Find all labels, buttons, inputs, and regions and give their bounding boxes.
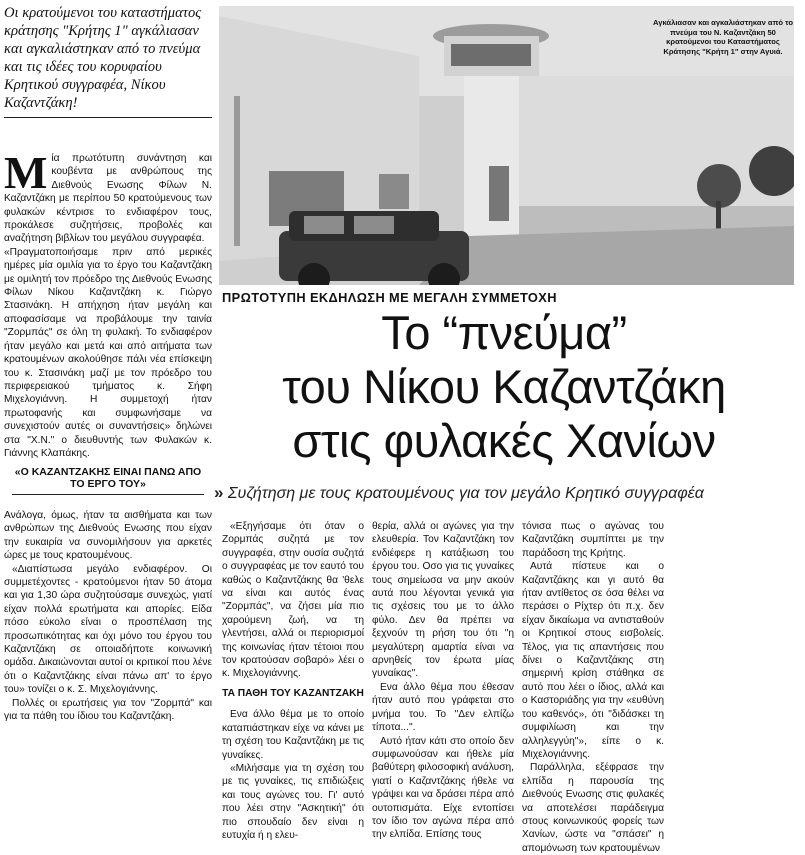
col3-paragraph-2: Ενα άλλο θέμα που έθεσαν ήταν αυτό που γράφεται στο μνήμα του. Το "Δεν ελπίζω τίποτα...".: [372, 681, 514, 734]
headline-line-1: Το “πνεύμα”: [381, 306, 627, 359]
photo-caption: Αγκάλιασαν και αγκαλιάστηκαν από το πνεύμα του Ν. Καζαντζάκη 50 κρατούμενοι του Καταστήματος Κράτησης "Κρήτη 1" στην Αγυιά.: [653, 18, 793, 56]
subtitle-text: Συζήτηση με τους κρατουμένους για τον μεγάλο Κρητικό συγγραφέα: [227, 485, 704, 502]
column-4: [522, 520, 664, 855]
left-paragraph-5: Πολλές οι ερωτήσεις για τον "Ζορμπά" και για τα πάθη του ίδιου του Καζαντζάκη.: [4, 697, 212, 723]
subtitle: [214, 483, 704, 503]
column-3: [372, 520, 514, 842]
left-paragraph-4: «Διαπίστωσα μεγάλο ενδιαφέρον. Οι συμμετέχοντες - κρατούμενοι ήταν 50 άτομα και για 1,30 ώρα συζητούσαμε συνεχώς, γιατί είχαν πολλά ερωτήματα και απορίες. Είδα πόσο εύκολο είναι ο προσπέλαση της προσωπικότητας και όχι μόνο του έργου του Καζαντζάκη σε οποιαδήποτε κοινωνική ομάδα. Δικαιώνονται αυτοί οι κριτικοί που λένε ότι ο Καζαντζάκης είναι πάνω απ' το έργο του» τονίζει ο κ. Σ. Μιχελογιάννης.: [4, 563, 212, 696]
left-column: [4, 147, 212, 495]
col2-paragraph-3: «Μιλήσαμε για τη σχέση του με τις γυναίκες, τις επιδιώξεις και τους αγώνες του. Γι' αυτό που λέει στην "Ασκητική" ότι πιο σπουδαίο δεν είναι η ευτυχία ή η ελευ-: [222, 762, 364, 841]
left-paragraph-2: «Πραγματοποιήσαμε πριν από μερικές ημέρες μία ομιλία για το έργο του Καζαντζάκη με ομιλητή τον πρόεδρο της Διεθνούς Ενωσης Φίλων Νίκου Καζαντζάκη κ. Γιώργο Στασινάκη. Η απήχηση ήταν μεγάλη και αποφασίσαμε να προβάλουμε την ταινία "Ζορμπάς" σε όλη τη φυλακή. Το ενδιαφέρον ήταν μεγάλο και μετά και από αιτήματα των κρατουμένων ακολούθησε πάλι νέα επίσκεψη του κ. Στασινάκη μαζί με τον πρόεδρο του περιφερειακού τμήματος κ. Σήφη Μιχελογιάννη. Η συμμετοχή ήταν πρωτοφανής και συμφωνήσαμε να συνεχιστούν αυτές οι συναντήσεις» δηλώνει στα "Χ.Ν." ο διευθυντής των Φυλακών κ. Γιάννης Κλαπάκης.: [4, 246, 212, 459]
left-paragraph-1: ία πρωτότυπη συνάντηση και κουβέντα με ανθρώπους της Διεθνούς Ενωσης Φίλων Ν. Καζαντζάκη με περίπου 50 κρατούμενους των φυλακών κέντρισε το ενδιαφέρον τους, προκάλεσε συζητήσεις, προβολές και αναζήτηση βιβλίων του μεγάλου συγγραφέα.: [4, 153, 212, 245]
col4-paragraph-2: Αυτά πίστευε και ο Καζαντζάκης και γι αυτό θα ήταν αντίθετος σε όσα θέλει να περάσει ο Ρίχτερ ότι π.χ. δεν είχαν δικαίωμα να αντισταθούν οι Κρητικοί στους εισβολείς. Τέλος, για τις απαντήσεις που δίνει ο Καζαντζάκης στη σημερινή κρίση στάθηκα σε αυτό που λέει ο ίδιος, αλλά και ο Καστοριάδης για την «ευθύνη του καθενός», ότι "διδάσκει τη συμφιλίωση και την αλληλεγγύη"», είπε ο κ. Μιχελογιάννης.: [522, 561, 664, 760]
drop-cap: Μ: [4, 147, 48, 198]
subtitle-marker: »: [214, 483, 224, 502]
left-paragraph-3: Ανάλογα, όμως, ήταν τα αισθήματα και των ανθρώπων της Διεθνούς Ενωσης που είχαν την ευκαιρία να συνομιλήσουν για αρκετές ώρες με τους κρατουμένους.: [4, 510, 212, 562]
pull-quote-divider: [12, 494, 204, 495]
col4-paragraph-1: τόνισα πως ο αγώνας του Καζαντζάκη συμπίπτει με την παράδοση της Κρήτης.: [522, 521, 664, 559]
col2-paragraph-2: Ενα άλλο θέμα με το οποίο καταπιάστηκαν είχε να κάνει με τη σχέση του Καζαντζάκη με τις γυναίκες.: [222, 709, 364, 761]
col3-paragraph-1: θερία, αλλά οι αγώνες για την ελευθερία. Τον Καζαντζάκη τον ενδιέφερε η κατάξιωση του έργου του. Οσο για τις γυναίκες τους σημείωσα να μην ακούν αυτά που λέγονται γενικά για τις σχέσεις του με το άλλο φύλο. Δεν θα πρέπει να ξεχνούν τη ρήση του ότι "η μεγαλύτερη αμαρτία είναι να αρνηθείς τον έρωτα μίας γυναίκας".: [372, 521, 514, 680]
left-column-bottom: [4, 509, 212, 724]
lead-divider: [4, 117, 212, 118]
headline-line-3: στις φυλακές Χανίων: [292, 414, 716, 467]
column-2: [222, 520, 364, 842]
kicker: ΠΡΩΤΟΤΥΠΗ ΕΚΔΗΛΩΣΗ ΜΕ ΜΕΓΑΛΗ ΣΥΜΜΕΤΟΧΗ: [222, 290, 557, 305]
article-lead: Οι κρατούμενοι του καταστήματος κράτησης "Κρήτης 1" αγκάλιασαν και αγκαλιάστηκαν από το πνεύμα και τις ιδέες του κορυφαίου Κρητικού συγγραφέα, Νίκου Καζαντζάκη!: [4, 5, 202, 111]
col4-paragraph-3: Παράλληλα, εξέφρασε την ελπίδα η παρουσία της Διεθνούς Ενωσης στις φυλακές να αποτελέσει παράδειγμα στους κοινωνικούς φορείς των Χανίων, ώστε να "σπάσει" η απομόνωση των κρατουμένων: [522, 762, 664, 854]
pull-quote: «Ο ΚΑΖΑΝΤΖΑΚΗΣ ΕΙΝΑΙ ΠΑΝΩ ΑΠΟ ΤΟ ΕΡΓΟ ΤΟΥ»: [14, 466, 202, 491]
headline-line-2: του Νίκου Καζαντζάκη: [282, 360, 726, 413]
col2-paragraph-1: «Εξηγήσαμε ότι όταν ο Ζορμπάς συζητά με τον συγγραφέα, στην ουσία συζητά ο συγγραφέας με τον εαυτό του καθώς ο Καζαντζάκης θα 'θελε να είναι και αυτός ένας "Ζορμπάς", να ζήσει μία πιο χαρούμενη ζωή, να τη γλεντήσει, αλλά οι περιορισμοί της κοινωνίας ήταν τέτοιοι που τον κρατούσαν σοβαρό» λέει ο κ. Μιχελογιάννης.: [222, 521, 364, 680]
headline: [219, 306, 789, 468]
section-subhead: ΤΑ ΠΑΘΗ ΤΟΥ ΚΑΖΑΝΤΖΑΚΗ: [222, 687, 364, 699]
col3-paragraph-3: Αυτό ήταν κάτι στο οποίο δεν συμφωνούσαν και ήθελε μία βαθύτερη φιλοσοφική ανάλυση, γιατί ο Καζαντζάκης ήθελε να γράψει και να δράσει πέρα από ουτοπισμάτα. Είχε εντοπίσει τον ίδιο τον αγώνα πέρα από την ελπίδα. Επίσης τους: [372, 735, 514, 841]
